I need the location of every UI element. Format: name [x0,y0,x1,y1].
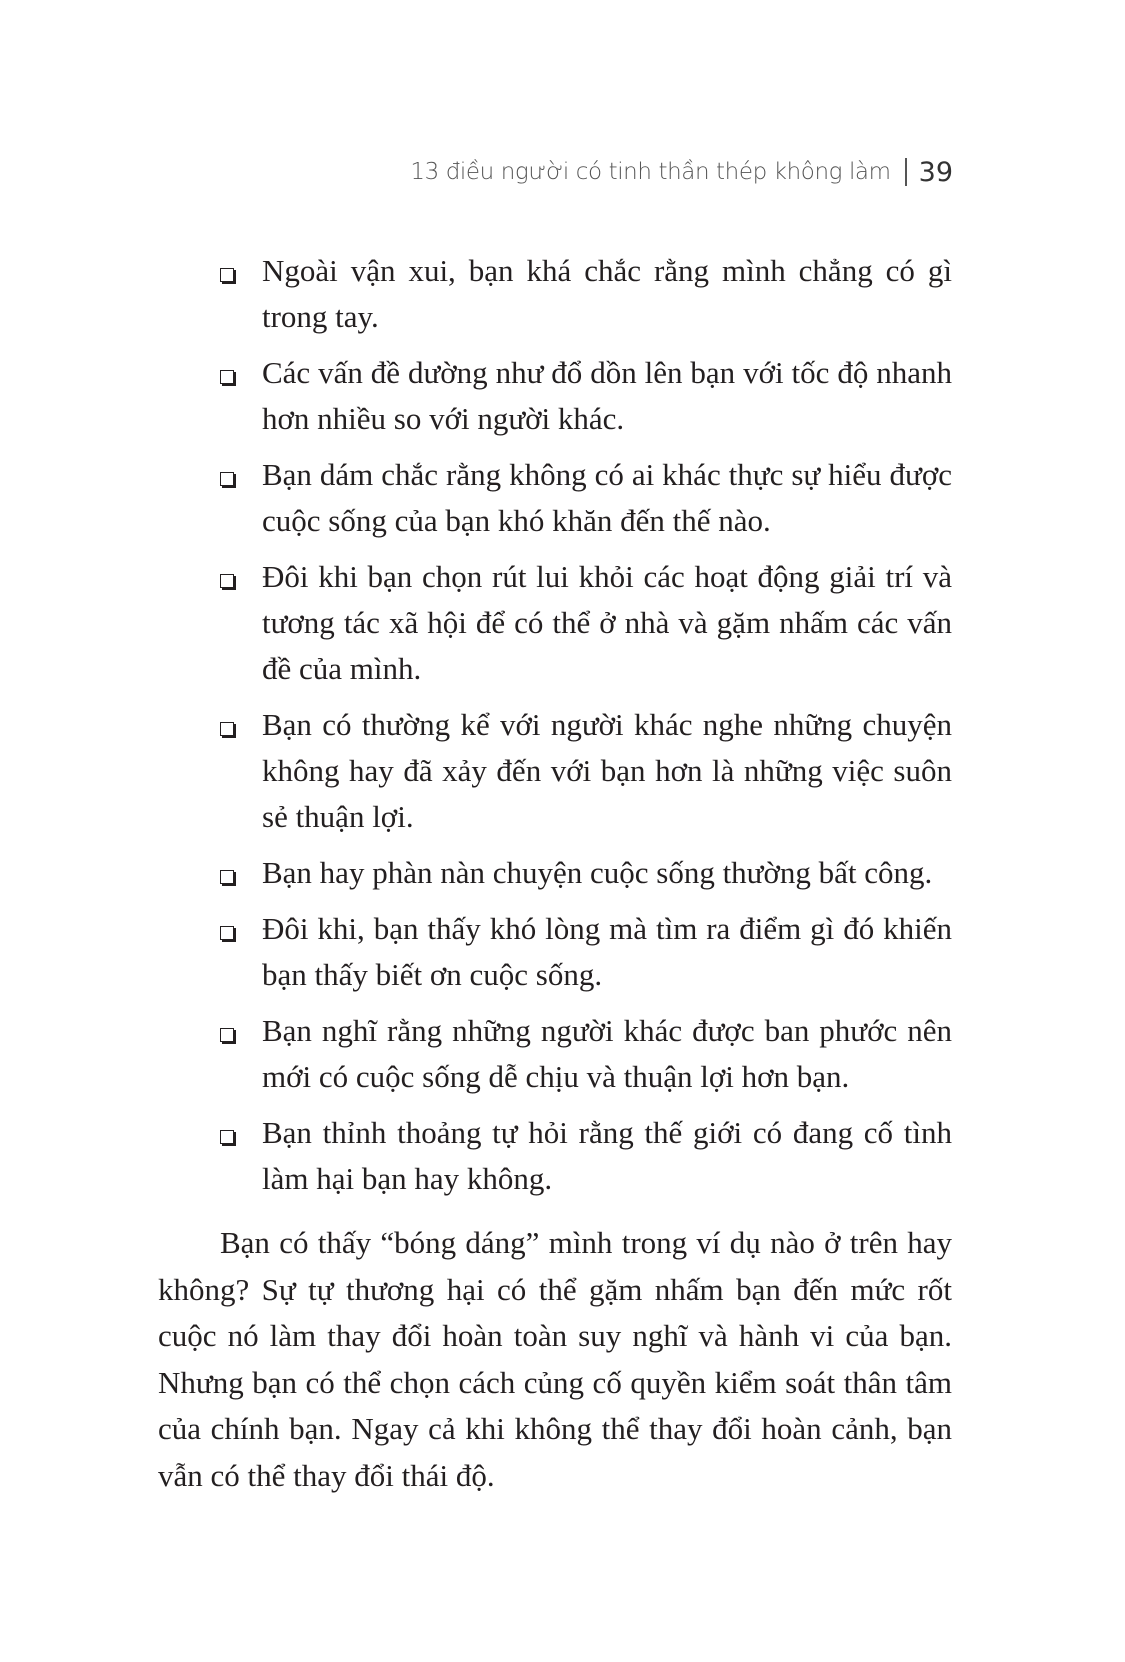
checklist-item [220,350,952,442]
running-header [410,152,953,192]
checkbox-icon [220,1130,234,1144]
checklist-item-text: Bạn dám chắc rằng không có ai khác thực sự hiểu được cuộc sống của bạn khó khăn đến thế nào. [262,457,952,538]
self-pity-checklist [220,248,952,1212]
checkbox-icon [220,268,234,282]
checkbox-icon [220,1028,234,1042]
page-number: 39 [918,156,953,188]
checklist-item [220,906,952,998]
checklist-item [220,554,952,692]
checklist-item [220,850,952,896]
checklist-item-text: Các vấn đề dường như đổ dồn lên bạn với tốc độ nhanh hơn nhiều so với người khác. [262,355,952,436]
checklist-item-text: Bạn hay phàn nàn chuyện cuộc sống thường bất công. [262,855,933,890]
checklist-item [220,1110,952,1202]
checklist-item [220,248,952,340]
checklist-item-text: Đôi khi bạn chọn rút lui khỏi các hoạt động giải trí và tương tác xã hội để có thể ở nhà và gặm nhấm các vấn đề của mình. [262,559,952,686]
checklist-item-text: Đôi khi, bạn thấy khó lòng mà tìm ra điểm gì đó khiến bạn thấy biết ơn cuộc sống. [262,911,952,992]
book-title: 13 điều người có tinh thần thép không làm [410,159,891,185]
checklist-item-text: Bạn nghĩ rằng những người khác được ban phước nên mới có cuộc sống dễ chịu và thuận lợi hơn bạn. [262,1013,952,1094]
checkbox-icon [220,370,234,384]
checkbox-icon [220,472,234,486]
checkbox-icon [220,926,234,940]
checkbox-icon [220,574,234,588]
header-divider [905,158,907,186]
checkbox-icon [220,870,234,884]
checklist-item-text: Ngoài vận xui, bạn khá chắc rằng mình chẳng có gì trong tay. [262,253,952,334]
checklist-item-text: Bạn thỉnh thoảng tự hỏi rằng thế giới có đang cố tình làm hại bạn hay không. [262,1115,952,1196]
checklist-item [220,1008,952,1100]
checklist-item-text: Bạn có thường kể với người khác nghe những chuyện không hay đã xảy đến với bạn hơn là những việc suôn sẻ thuận lợi. [262,707,952,834]
checkbox-icon [220,722,234,736]
body-paragraph: Bạn có thấy “bóng dáng” mình trong ví dụ nào ở trên hay không? Sự tự thương hại có thể gặm nhấm bạn đến mức rốt cuộc nó làm thay đổi hoàn toàn suy nghĩ và hành vi của bạn. Nhưng bạn có thể chọn cách củng cố quyền kiểm soát thân tâm của chính bạn. Ngay cả khi không thể thay đổi hoàn cảnh, bạn vẫn có thể thay đổi thái độ. [158,1225,952,1493]
checklist-item [220,702,952,840]
checklist-item [220,452,952,544]
